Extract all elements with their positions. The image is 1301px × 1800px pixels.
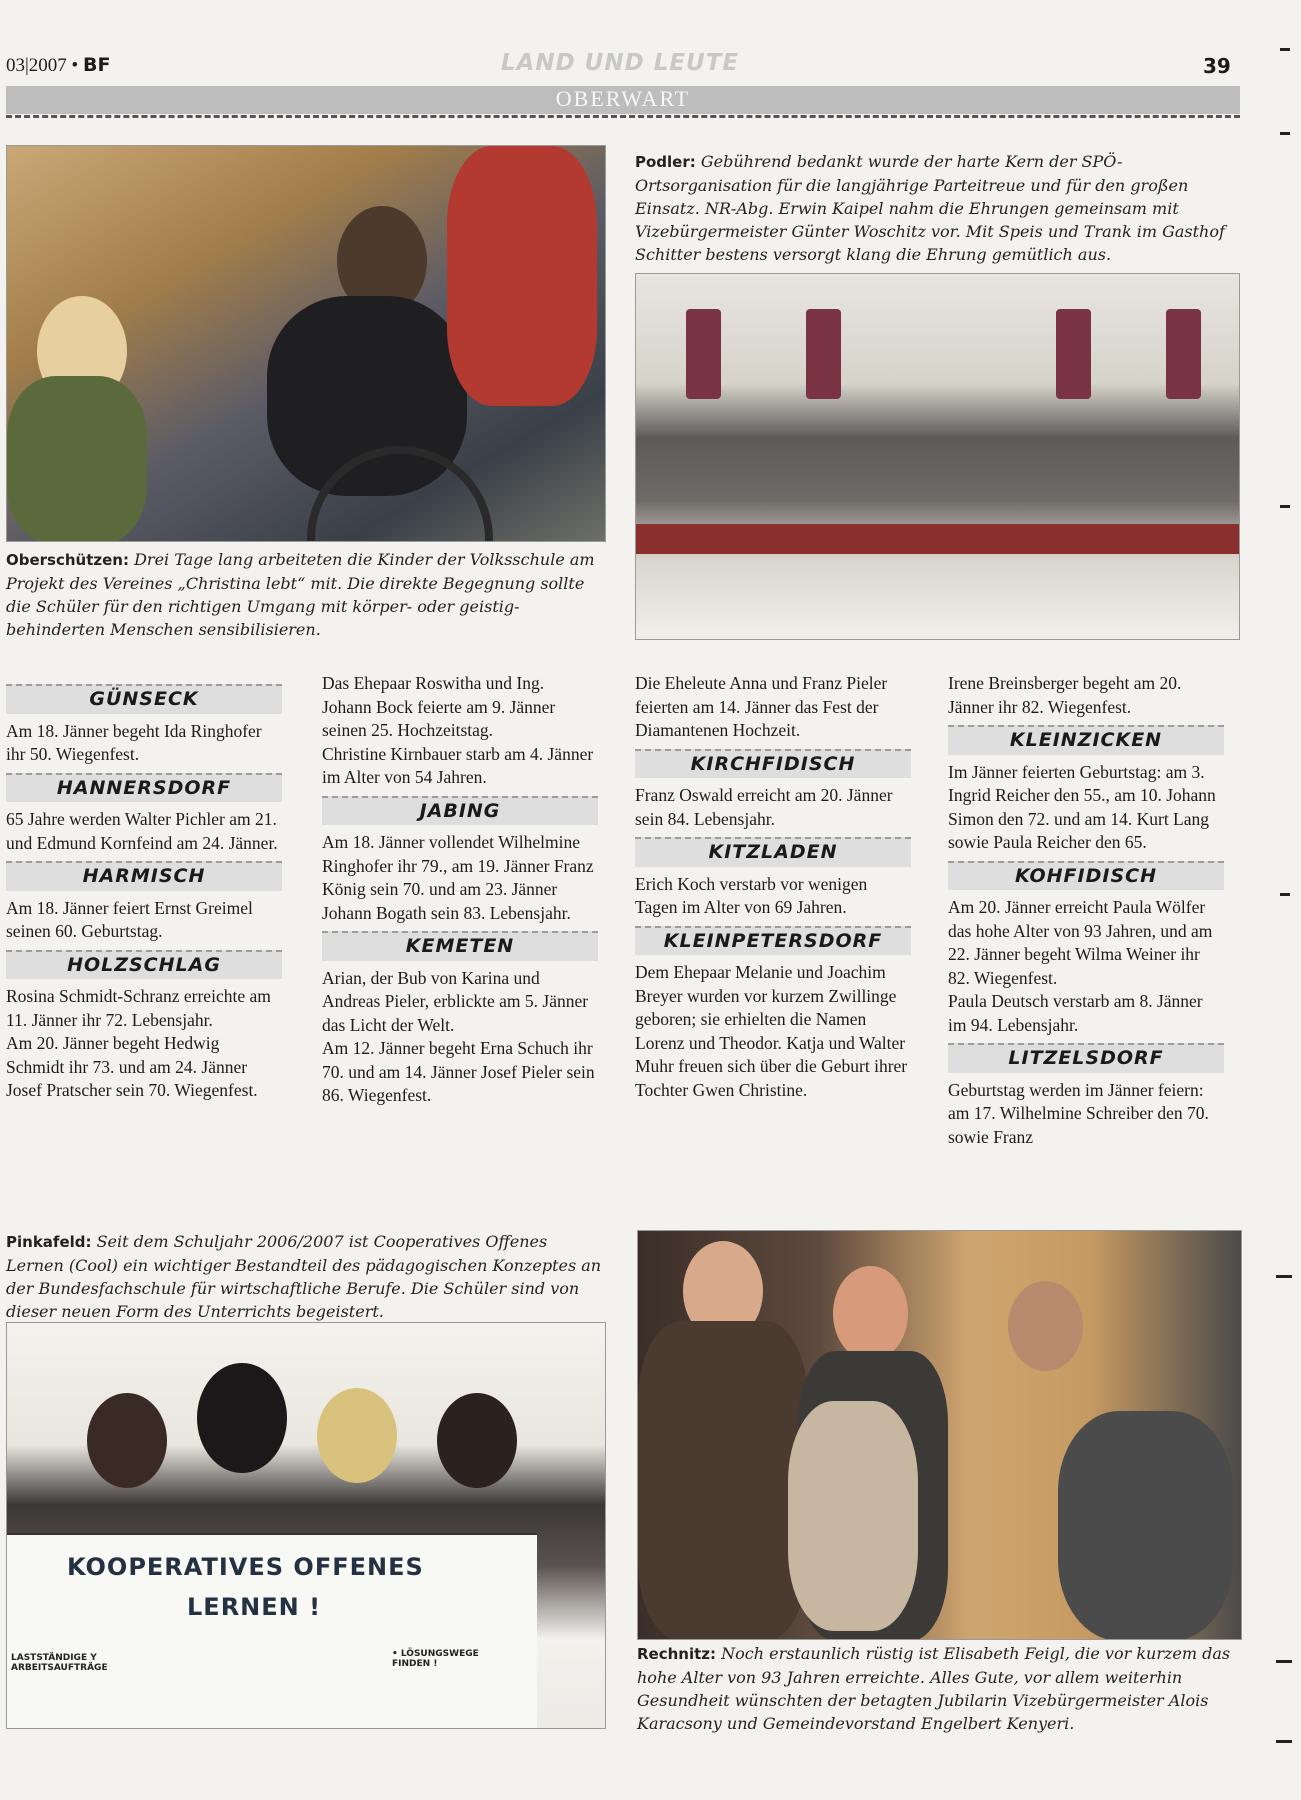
news-kohfidisch-1: Am 20. Jänner erreicht Paula Wölfer das hohe Alter von 93 Jahren, und am 22. Jänner begeht Wilma Weiner ihr 82. Wiegenfest.: [948, 897, 1213, 988]
news-jabing: Am 18. Jänner vollendet Wilhelmine Ringhofer ihr 79., am 19. Jänner Franz König sein 70. und am 23. Jänner Johann Bogath sein 83. Lebensjahr.: [322, 832, 594, 923]
heading-kleinpetersdorf: KLEINPETERSDORF: [635, 926, 911, 956]
heading-guenseck: GÜNSECK: [6, 684, 282, 714]
issue-date: 03|2007 •: [6, 55, 79, 76]
news-breinsberger: Irene Breinsberger begeht am 20. Jänner ihr 82. Wiegenfest.: [948, 673, 1182, 717]
heading-kleinzicken: KLEINZICKEN: [948, 725, 1224, 755]
poster-note-right: • LÖSUNGSWEGE FINDEN !: [392, 1649, 479, 1669]
caption-text: Noch erstaunlich rüstig ist Elisabeth Feigl, die vor kurzem das hohe Alter von 93 Jahren erreichte. Alles Gute, vor allem weiterhin Gesundheit wünschten der betagten Jubilarin Vizebürgermeister Alois Karacsony und Gemeindevorstand Engelbert Kenyeri.: [637, 1644, 1231, 1733]
news-kemeten-2: Am 12. Jänner begeht Erna Schuch ihr 70. und am 14. Jänner Josef Pieler sein 86. Wiegenfest.: [322, 1038, 595, 1105]
region-title: OBERWART: [555, 86, 691, 111]
coop-poster: [7, 1533, 537, 1729]
caption-text: Drei Tage lang arbeiteten die Kinder der Volksschule am Projekt des Vereines „Christina lebt“ mit. Die direkte Begegnung sollte die Schüler für den richtigen Umgang mit körper- oder geistig-behinderten Menschen sensibilisieren.: [6, 550, 595, 639]
caption-place: Podler:: [635, 153, 696, 171]
scan-mark: [1276, 1275, 1292, 1278]
caption-place: Oberschützen:: [6, 551, 129, 569]
issue-label: [6, 54, 110, 77]
news-bock: Das Ehepaar Roswitha und Ing. Johann Bock feierte am 9. Jänner seinen 25. Hochzeitstag.: [322, 673, 556, 740]
news-harmisch: Am 18. Jänner feiert Ernst Greimel seinen 60. Geburtstag.: [6, 897, 253, 941]
news-kirnbauer: Christine Kirnbauer starb am 4. Jänner im Alter von 54 Jahren.: [322, 743, 594, 787]
photo-podler: [635, 273, 1240, 640]
caption-oberschuetzen: [6, 548, 604, 641]
scan-mark: [1280, 893, 1290, 896]
heading-kitzladen: KITZLADEN: [635, 837, 911, 867]
scan-mark: [1276, 1740, 1292, 1743]
caption-podler: [635, 150, 1238, 266]
scan-mark: [1280, 48, 1290, 51]
column-3: [635, 672, 911, 1102]
heading-litzelsdorf: LITZELSDORF: [948, 1043, 1224, 1073]
brand-label: BF: [82, 54, 111, 76]
heading-kirchfidisch: KIRCHFIDISCH: [635, 749, 911, 779]
page-number: 39: [1203, 54, 1231, 78]
news-kitzladen: Erich Koch verstarb vor wenigen Tagen im Alter von 69 Jahren.: [635, 873, 868, 917]
news-guenseck: Am 18. Jänner begeht Ida Ringhofer ihr 50. Wiegenfest.: [6, 720, 262, 764]
heading-holzschlag: HOLZSCHLAG: [6, 950, 282, 980]
column-4: [948, 672, 1224, 1149]
scan-mark: [1280, 505, 1290, 508]
news-litzelsdorf: Geburtstag werden im Jänner feiern: am 17. Wilhelmine Schreiber den 70. sowie Franz: [948, 1079, 1209, 1147]
poster-note-left: LASTSTÄNDIGE Y ARBEITSAUFTRÄGE: [11, 1653, 108, 1673]
caption-place: Rechnitz:: [637, 1645, 717, 1663]
heading-kohfidisch: KOHFIDISCH: [948, 861, 1224, 891]
news-kirchfidisch: Franz Oswald erreicht am 20. Jänner sein 84. Lebensjahr.: [635, 785, 893, 829]
caption-text: Seit dem Schuljahr 2006/2007 ist Cooperatives Offenes Lernen (Cool) ein wichtiger Bestandteil des pädagogischen Konzeptes an der Bundesfachschule für wirtschaftliche Berufe. Die Schüler sind von dieser neuen Form des Unterrichts begeistert.: [6, 1232, 602, 1321]
news-hannersdorf: 65 Jahre werden Walter Pichler am 21. und Edmund Kornfeind am 24. Jänner.: [6, 809, 278, 853]
news-kemeten-1: Arian, der Bub von Karina und Andreas Pieler, erblickte am 5. Jänner das Licht der Welt.: [322, 967, 589, 1035]
photo-pinkafeld: [6, 1322, 606, 1729]
news-kleinpetersdorf: Dem Ehepaar Melanie und Joachim Breyer wurden vor kurzem Zwillinge geboren; sie erhielten die Namen Lorenz und Theodor. Katja und Walter Muhr freuen sich über die Geburt ihrer Tochter Gwen Christine.: [635, 962, 908, 1100]
photo-rechnitz: [637, 1230, 1242, 1640]
heading-kemeten: KEMETEN: [322, 931, 598, 961]
news-holzschlag-1: Rosina Schmidt-Schranz erreichte am 11. Jänner ihr 72. Lebensjahr.: [6, 986, 271, 1030]
caption-rechnitz: [637, 1642, 1240, 1735]
region-band: [6, 86, 1240, 114]
section-title: LAND UND LEUTE: [500, 50, 740, 76]
column-1: [6, 672, 282, 1103]
caption-text: Gebührend bedankt wurde der harte Kern der SPÖ-Ortsorganisation für die langjährige Parteitreue und für den großen Einsatz. NR-Abg. Erwin Kaipel nahm die Ehrungen gemeinsam mit Vizebürgermeister Günter Woschitz vor. Mit Speis und Trank im Gasthof Schitter bestens versorgt klang die Ehrung gemütlich aus.: [635, 152, 1225, 264]
poster-line-1: KOOPERATIVES OFFENES: [67, 1553, 424, 1581]
heading-harmisch: HARMISCH: [6, 861, 282, 891]
news-kohfidisch-2: Paula Deutsch verstarb am 8. Jänner im 94. Lebensjahr.: [948, 991, 1203, 1035]
news-pieler: Die Eheleute Anna und Franz Pieler feierten am 14. Jänner das Fest der Diamantenen Hochzeit.: [635, 673, 888, 740]
news-kleinzicken: Im Jänner feierten Geburtstag: am 3. Ingrid Reicher den 55., am 10. Johann Simon den 72. und am 14. Kurt Lang sowie Paula Reicher den 65.: [948, 761, 1216, 852]
photo-oberschuetzen: [6, 145, 606, 542]
news-holzschlag-2: Am 20. Jänner begeht Hedwig Schmidt ihr 73. und am 24. Jänner Josef Pratscher sein 70. Wiegenfest.: [6, 1033, 258, 1100]
poster-line-2: LERNEN !: [187, 1593, 322, 1621]
column-2: [322, 672, 598, 1108]
scan-mark: [1280, 132, 1290, 135]
header-rule: [6, 115, 1240, 118]
caption-place: Pinkafeld:: [6, 1233, 92, 1251]
scan-mark: [1276, 1660, 1292, 1663]
heading-jabing: JABING: [322, 796, 598, 826]
heading-hannersdorf: HANNERSDORF: [6, 773, 282, 803]
caption-pinkafeld: [6, 1230, 604, 1323]
